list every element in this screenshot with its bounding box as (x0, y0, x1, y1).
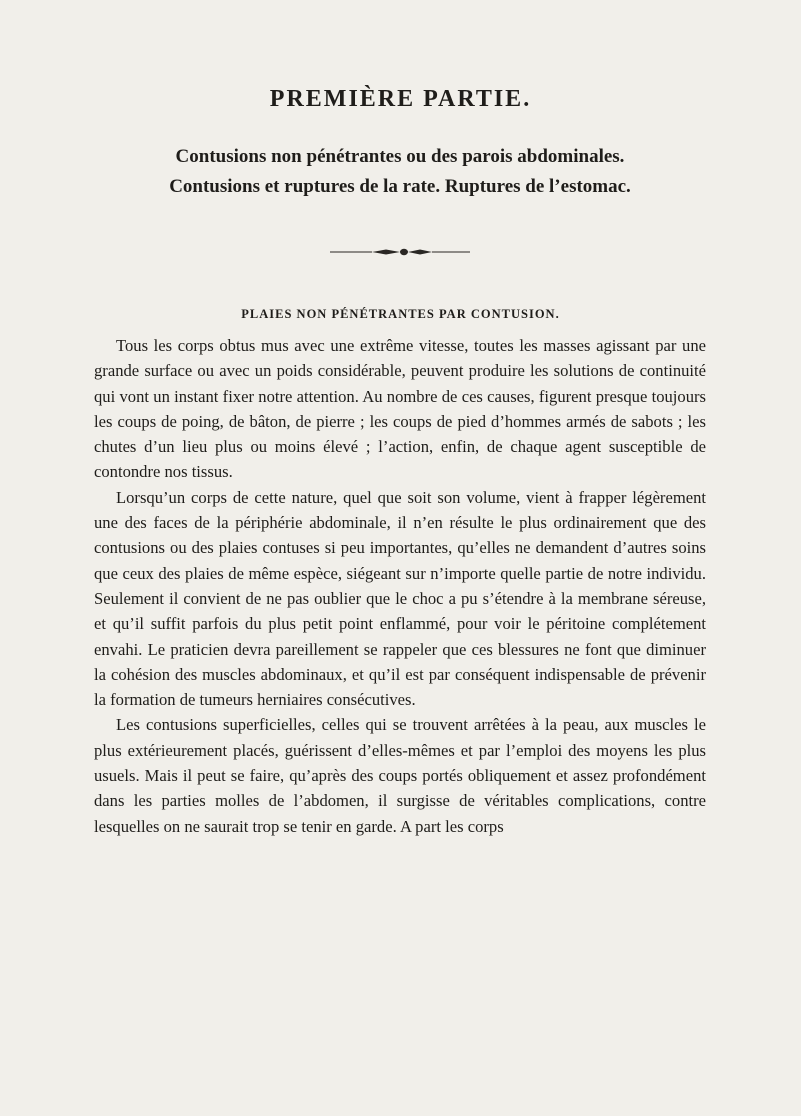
ornament-divider-icon (330, 246, 470, 258)
paragraph-2: Lorsqu’un corps de cette nature, quel que soit son volume, vient à frapper légèrement une des faces de la périphérie abdominale, il n’en résulte le plus ordinairement que des contusions ou des plaies contuses si peu importantes, qu’elles ne demandent d’autres soins que ceux des plaies de même espèce, siégeant sur n’importe quelle partie de notre individu. Seulement il convient de ne pas oublier que le choc a pu s’étendre à la membrane séreuse, et qu’il suffit parfois du plus petit point enflammé, pour voir le péritoine complétement envahi. Le praticien devra pareillement se rappeler que ces blessures ne font que diminuer la cohésion des muscles abdominaux, et qu’il est par conséquent indispensable de prévenir la formation de tumeurs herniaires consécutives. (94, 487, 706, 710)
paragraph-3: Les contusions superficielles, celles qui se trouvent arrêtées à la peau, aux muscles le plus extérieurement placés, guérissent d’elles-mêmes et par l’emploi des moyens les plus usuels. Mais il peut se faire, qu’après des coups portés obliquement et assez profondément dans les parties molles de l’abdomen, il surgisse de véritables complications, contre lesquelles on ne saurait trop se tenir en garde. A part les corps (94, 715, 706, 836)
part-title: PREMIÈRE PARTIE. (269, 86, 532, 112)
chapter-title-line-2: Contusions et ruptures de la rate. Ruptures de l’estomac. (169, 176, 631, 197)
section-title: PLAIES NON PÉNÉTRANTES PAR CONTUSION. (241, 307, 560, 321)
chapter-title-line-1: Contusions non pénétrantes ou des parois abdominales. (175, 146, 625, 167)
body-text (94, 333, 706, 839)
paragraph-1: Tous les corps obtus mus avec une extrême vitesse, toutes les masses agissant par une grande surface ou avec un poids considérable, peuvent produire les solutions de continuité qui vont un instant fixer notre attention. Au nombre de ces causes, figurent presque toujours les coups de poing, de bâton, de pierre ; les coups de pied d’hommes armés de sabots ; les chutes d’un lieu plus ou moins élevé ; l’action, enfin, de chaque agent susceptible de contondre nos tissus. (94, 336, 706, 482)
